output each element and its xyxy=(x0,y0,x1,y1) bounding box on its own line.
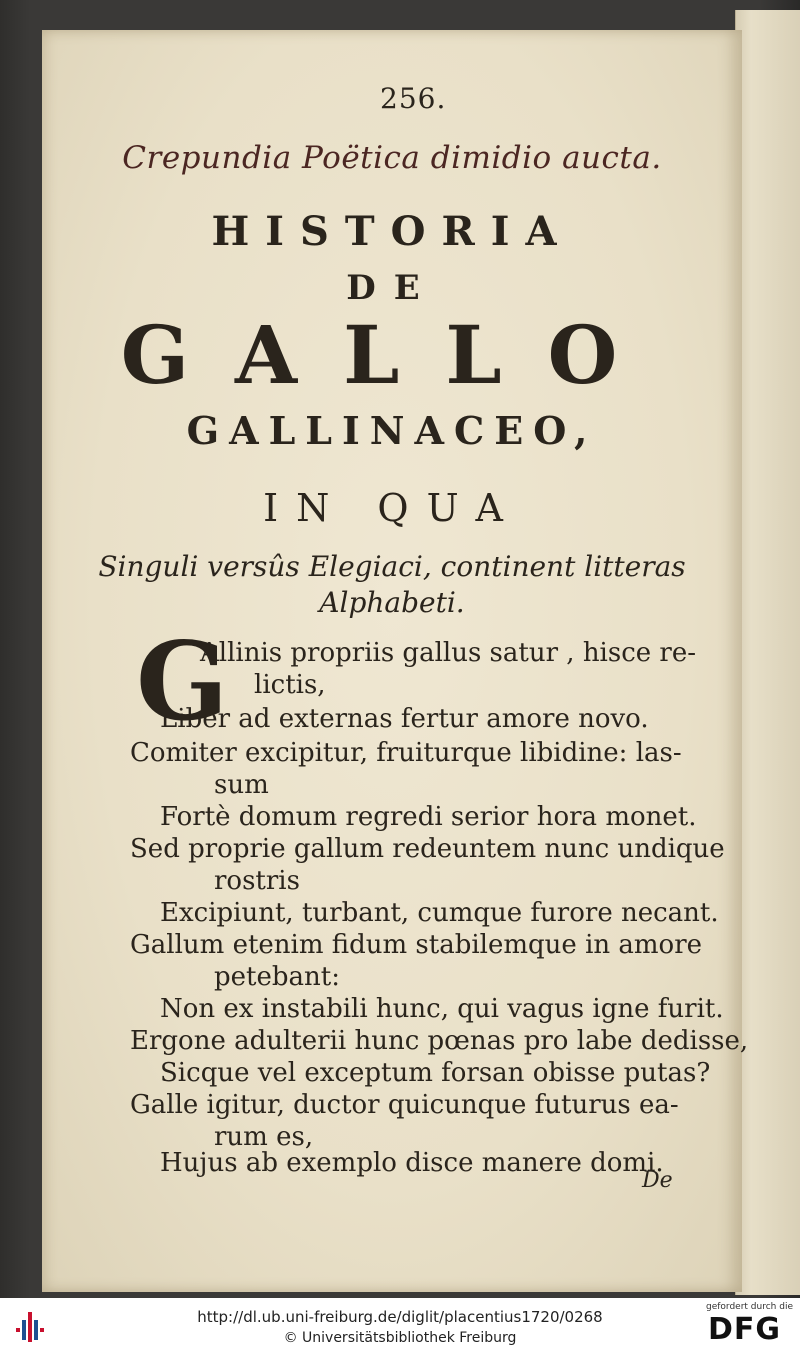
title-line-gallo: GALLO xyxy=(120,308,664,402)
permalink-url[interactable]: http://dl.ub.uni-freiburg.de/diglit/placentius1720/0268 xyxy=(197,1308,603,1326)
title-line-de: DE xyxy=(346,268,438,308)
verse-line: Hujus ab exemplo disce manere domi. xyxy=(160,1148,664,1178)
facing-page-edge xyxy=(735,10,800,1295)
verse-line: petebant: xyxy=(214,962,340,992)
catchword: De xyxy=(642,1168,673,1193)
verse-line: Ergone adulterii hunc pœnas pro labe dedisse, xyxy=(130,1026,749,1056)
verse-line: Sed proprie gallum redeuntem nunc undique xyxy=(130,834,725,864)
verse-line: sum xyxy=(214,770,269,800)
copyright-text: © Universitätsbibliothek Freiburg xyxy=(283,1330,517,1346)
verse-line: rostris xyxy=(214,866,300,896)
sponsor-text: gefordert durch die xyxy=(706,1302,793,1312)
drop-cap: G xyxy=(136,619,229,745)
verse-line: Galle igitur, ductor quicunque futurus ea- xyxy=(130,1090,679,1120)
running-head: Crepundia Poëtica dimidio aucta. xyxy=(122,140,662,176)
title-line-historia: HISTORIA xyxy=(211,208,573,255)
subtitle-line: Singuli versûs Elegiaci, continent litteras xyxy=(98,550,686,583)
verse-line: Fortè domum regredi serior hora monet. xyxy=(160,802,697,832)
book-page xyxy=(42,30,749,1292)
verse-line: Gallum etenim fidum stabilemque in amore xyxy=(130,930,703,960)
title-line-in-qua: IN QUA xyxy=(263,486,521,530)
verse-line: Non ex instabili hunc, qui vagus igne furit. xyxy=(160,994,724,1024)
title-line-gallinaceo: GALLINACEO, xyxy=(186,408,598,453)
verse-line: Comiter excipitur, fruiturque libidine: las- xyxy=(130,738,682,768)
verse-line: Sicque vel exceptum forsan obisse putas? xyxy=(160,1058,711,1088)
verse-line: Excipiunt, turbant, cumque furore necant. xyxy=(160,898,719,928)
verse-line: Liber ad externas fertur amore novo. xyxy=(160,704,649,734)
verse-line: rum es, xyxy=(214,1122,314,1152)
dfg-logo-icon[interactable]: DFG xyxy=(708,1312,782,1347)
subtitle-line: Alphabeti. xyxy=(319,586,465,619)
verse-line: Allinis propriis gallus satur , hisce re- xyxy=(200,638,697,668)
viewer-footer xyxy=(0,1298,800,1354)
page-number: 256. xyxy=(380,82,447,115)
verse-line: lictis, xyxy=(254,670,326,700)
